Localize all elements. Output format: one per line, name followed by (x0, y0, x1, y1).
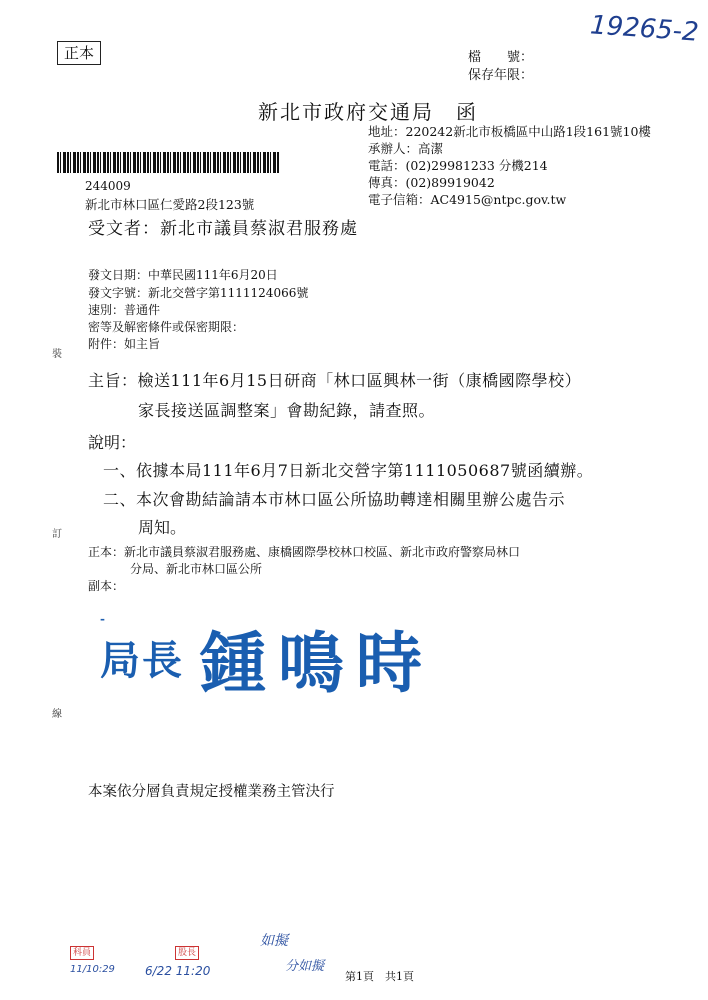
handwriting-1-text: 11/10:29 (70, 964, 115, 975)
director-seal (100, 610, 434, 705)
explanation-item-2-cont: 周知。 (138, 518, 187, 537)
agency-title: 新北市政府交通局 函 (258, 100, 478, 124)
officer: 承辦人：高潔 (368, 141, 444, 156)
handwriting-2 (145, 945, 210, 978)
page-number: 第1頁 共1頁 (345, 970, 414, 983)
binding-mark-3: 線 (52, 709, 62, 720)
handwritten-number: 19265-2 (589, 10, 700, 48)
seal-name: 鍾鳴時 (200, 625, 434, 702)
copy-label: 正本 (57, 41, 101, 65)
barcode (57, 152, 279, 173)
security-level: 密等及解密條件或保密期限： (88, 320, 245, 334)
explanation-heading: 說明： (88, 433, 137, 452)
authority-note: 本案依分層負責規定授權業務主管決行 (88, 784, 335, 800)
fax: 傳真：(02)89919042 (368, 175, 495, 190)
attachment: 附件：如主旨 (88, 337, 161, 351)
binding-mark-1: 裝 (52, 349, 62, 360)
original-recipients-cont: 分局、新北市林口區公所 (130, 562, 263, 576)
binding-mark-2: 訂 (52, 529, 62, 540)
handwriting-4: 分如擬 (285, 959, 325, 974)
handwriting-2-text: 6/22 11:20 (145, 964, 211, 978)
seal-dash: - (100, 612, 105, 626)
handwriting-3: 如擬 (260, 933, 288, 949)
issue-date: 發文日期：中華民國111年6月20日 (88, 268, 278, 282)
explanation-item-2: 二、本次會勘結論請本市林口區公所協助轉達相關里辦公處告示 (103, 490, 566, 509)
mailing-address: 新北市林口區仁愛路2段123號 (85, 197, 255, 212)
handwriting-1 (70, 945, 115, 975)
file-number-label: 檔 號： (468, 50, 534, 65)
original-recipients: 正本：新北市議員蔡淑君服務處、康橋國際學校林口校區、新北市政府警察局林口 (88, 545, 521, 559)
explanation-item-1: 一、依據本局111年6月7日新北交營字第1111050687號函續辦。 (103, 461, 594, 480)
seal-title: 局長 (100, 638, 184, 684)
officer-stamp: 科員 (70, 946, 94, 960)
retention-label: 保存年限： (468, 68, 534, 83)
chief-stamp: 股長 (175, 946, 199, 960)
delivery-speed: 速別：普通件 (88, 303, 161, 317)
subject-line-1: 主旨：檢送111年6月15日研商「林口區興林一街（康橋國際學校） (88, 371, 582, 390)
email: 電子信箱：AC4915@ntpc.gov.tw (368, 192, 567, 207)
recipient: 受文者：新北市議員蔡淑君服務處 (88, 219, 358, 239)
copy-recipients: 副本： (88, 579, 125, 593)
mailing-zip: 244009 (85, 179, 131, 193)
document-number: 發文字號：新北交營字第1111124066號 (88, 286, 309, 300)
phone: 電話：(02)29981233 分機214 (368, 158, 548, 173)
subject-line-2: 家長接送區調整案」會勘紀錄，請查照。 (138, 401, 436, 420)
agency-address: 地址：220242新北市板橋區中山路1段161號10樓 (368, 124, 651, 139)
